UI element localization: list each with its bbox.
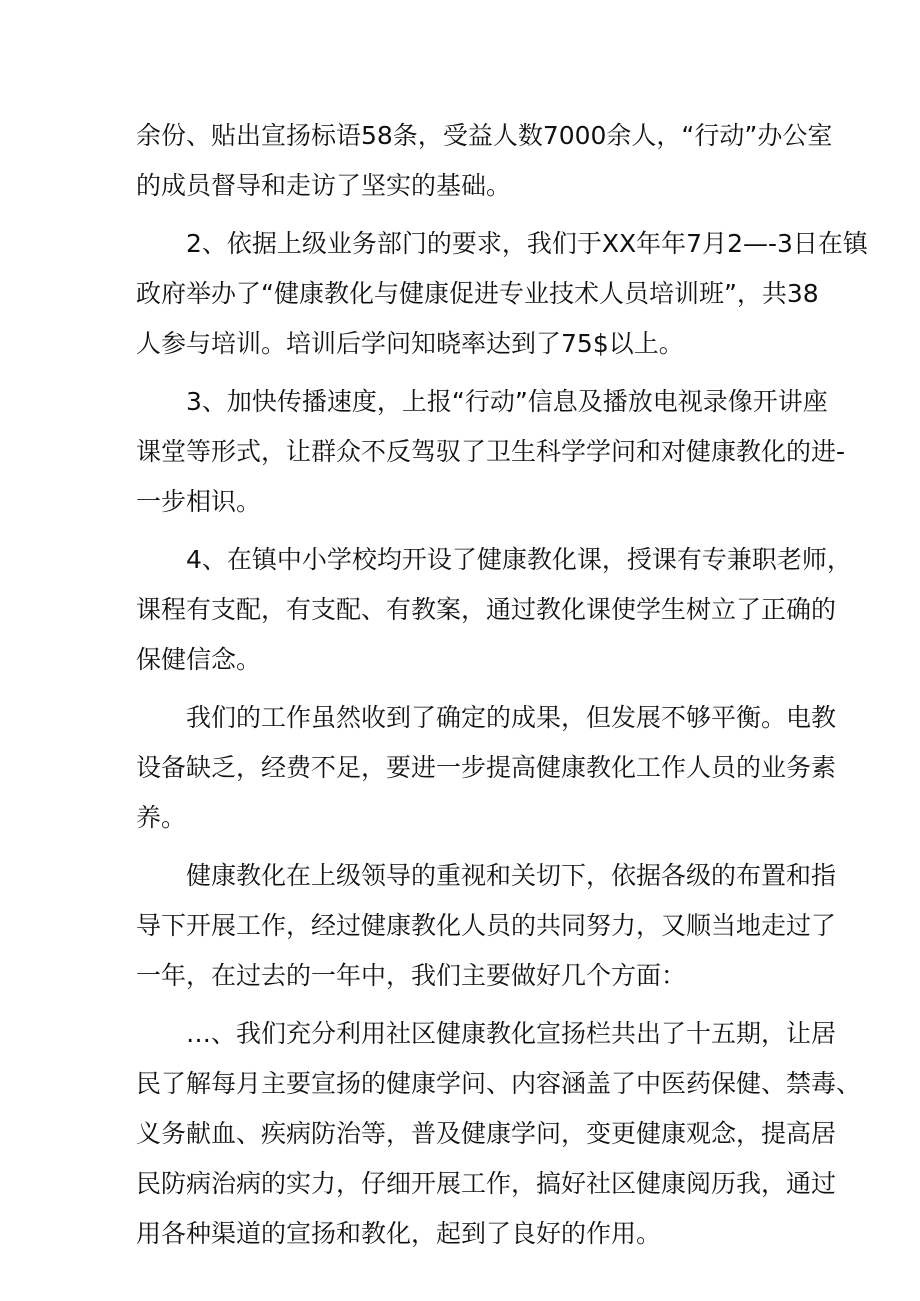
- text-line: 一年，在过去的一年中，我们主要做好几个方面：: [136, 961, 687, 990]
- paragraph-item-1-community: [136, 1009, 862, 1259]
- text-line: 课程有支配，有支配、有教案，通过教化课使学生树立了正确的: [136, 595, 837, 624]
- text-line: …、我们充分利用社区健康教化宣扬栏共出了十五期，让居: [186, 1019, 837, 1048]
- text-line: 义务献血、疾病防治等，普及健康学问，变更健康观念，提高居: [136, 1119, 837, 1148]
- text-line: 健康教化在上级领导的重视和关切下，依据各级的布置和指: [186, 861, 837, 890]
- text-line: 4、在镇中小学校均开设了健康教化课，授课有专兼职老师，: [186, 545, 852, 574]
- paragraph-item-2: [136, 219, 868, 369]
- paragraph-shortcomings: [136, 693, 837, 843]
- text-line: 民防病治病的实力，仔细开展工作，搞好社区健康阅历我，通过: [136, 1169, 837, 1198]
- paragraph-continuation: [136, 111, 833, 211]
- text-line: 一步相识。: [136, 487, 262, 516]
- text-line: 2、依据上级业务部门的要求，我们于XX年年7月2—-3日在镇: [186, 229, 868, 258]
- text-line: 的成员督导和走访了坚实的基础。: [136, 171, 512, 200]
- text-line: 我们的工作虽然收到了确定的成果，但发展不够平衡。电教: [186, 703, 837, 732]
- text-line: 导下开展工作，经过健康教化人员的共同努力，又顺当地走过了: [136, 911, 837, 940]
- text-line: 养。: [136, 803, 187, 832]
- text-line: 设备缺乏，经费不足，要进一步提高健康教化工作人员的业务素: [136, 753, 837, 782]
- paragraph-summary-intro: [136, 851, 837, 1001]
- text-line: 3、加快传播速度，上报“行动”信息及播放电视录像开讲座: [186, 387, 828, 416]
- text-line: 课堂等形式，让群众不反驾驭了卫生科学学问和对健康教化的进-: [136, 437, 846, 466]
- paragraph-item-4: [136, 535, 852, 685]
- text-line: 余份、贴出宣扬标语58条，受益人数7000余人，“行动”办公室: [136, 121, 833, 150]
- text-line: 民了解每月主要宣扬的健康学问、内容涵盖了中医药保健、禁毒、: [136, 1069, 862, 1098]
- text-line: 保健信念。: [136, 645, 262, 674]
- paragraph-item-3: [136, 377, 846, 527]
- text-line: 政府举办了“健康教化与健康促进专业技术人员培训班”，共38: [136, 279, 819, 308]
- document-body: [136, 111, 868, 1267]
- text-line: 用各种渠道的宣扬和教化，起到了良好的作用。: [136, 1219, 662, 1248]
- text-line: 人参与培训。培训后学问知晓率达到了75$以上。: [136, 329, 684, 358]
